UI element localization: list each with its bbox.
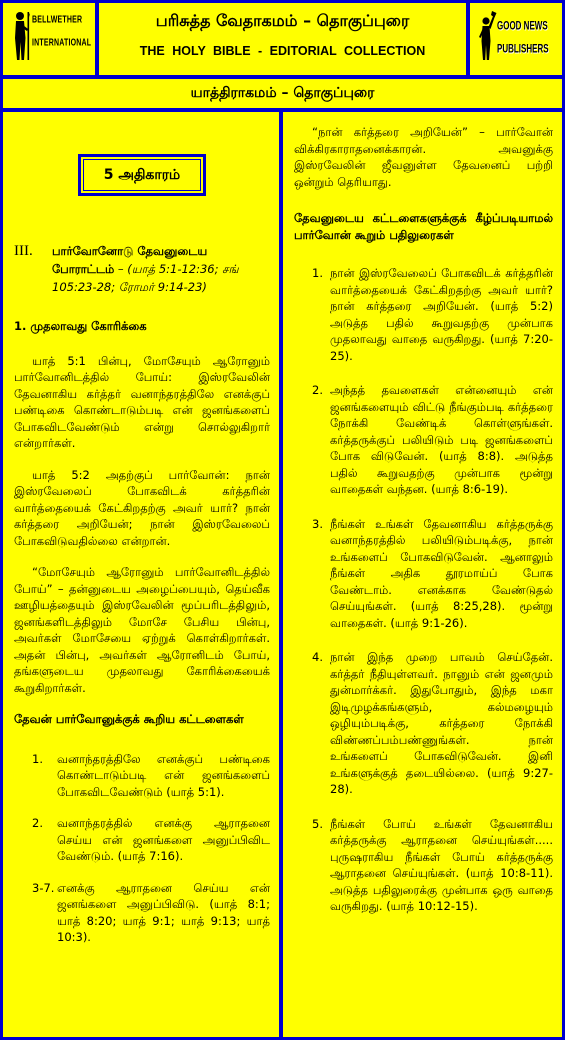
header-title-english: THE HOLY BIBLE - EDITORIAL COLLECTION bbox=[139, 44, 426, 58]
list-number: 2. bbox=[312, 383, 323, 397]
messenger-figure-icon bbox=[478, 10, 497, 62]
bellwether-logo-text bbox=[32, 15, 92, 49]
right-logo-line-1: GOOD NEWS bbox=[497, 19, 548, 33]
header-title-panel bbox=[96, 0, 469, 78]
left-logo-panel bbox=[0, 0, 98, 78]
paragraph-4: “நான் கர்த்தரை அறியேன்” – பார்வோன் விக்கிரகாராதனைக்காரன். அவனுக்கு இஸ்ரவேலின் ஜீவனுள்ள தேவனைப் பற்றி ஒன்றும் தெரியாது. bbox=[294, 125, 553, 189]
subheading: 1. முதலாவது கோரிக்கை bbox=[14, 319, 147, 333]
command-item bbox=[14, 880, 270, 946]
list-text: வனாந்தரத்திலே எனக்குப் பண்டிகை கொண்டாடும்படி என் ஜனங்களைப் போகவிடவேண்டும் (யாத் 5:1). bbox=[57, 751, 270, 799]
reply-item bbox=[294, 649, 553, 798]
reply-item bbox=[294, 265, 553, 364]
chapter-label: 5 அதிகாரம் bbox=[103, 167, 181, 183]
good-news-logo-text bbox=[497, 19, 549, 56]
commands-heading: தேவன் பார்வோனுக்குக் கூறிய கட்டளைகள் bbox=[14, 712, 244, 726]
book-title-bar bbox=[0, 76, 565, 111]
paragraph-3: “மோசேயும் ஆரோனும் பார்வோனிடத்தில் போய்” – தன்னுடைய அழைப்பையும், தெய்வீக ஊழியத்தையும் இஸ்ரவேலின் மூப்பரிடத்திலும், ஜனங்களிடத்திலும் மோசே பேசிய பின்பு, அவர்கள் மோசேயை ஏற்றுக் கொள்கிறார்கள். அதன் பின்பு, அவர்கள் ஆரோனிடம் போய், தங்களுடைய முதலாவது கோரிக்கையைக் கூறுகிறார்கள். bbox=[14, 565, 270, 695]
reply-item bbox=[294, 382, 553, 498]
list-text: நான் இஸ்ரவேலைப் போகவிடக் கர்த்தரின் வார்த்தையைக் கேட்கிறதற்கு அவர் யார்? நான் கர்த்தரை அறியேன். (யாத் 5:2) அடுத்த பதில் கூறுவதற்கு முன்பாக முதலாவது வாதை வருகிறது. (யாத் 7:20-25). bbox=[330, 266, 553, 363]
section-reference: – (யாத் 5:1-12:36; சங் 105:23-28; ரோமர் 9:14-23) bbox=[52, 262, 239, 294]
right-column bbox=[280, 109, 565, 1040]
chapter-label-box bbox=[78, 154, 206, 196]
reply-item bbox=[294, 516, 553, 632]
shepherd-figure-icon bbox=[12, 10, 31, 62]
replies-heading: தேவனுடைய கட்டளைகளுக்குக் கீழ்ப்படியாமல் பார்வோன் கூறும் பதிலுரைகள் bbox=[294, 211, 553, 242]
list-number: 4. bbox=[312, 650, 323, 664]
list-number: 3. bbox=[312, 516, 323, 531]
command-item bbox=[14, 751, 270, 801]
list-text: எனக்கு ஆராதனை செய்ய என் ஜனங்களை அனுப்பிவிடு. (யாத் 8:1; யாத் 8:20; யாத் 9:1; யாத் 9:13; யாத் 10:3). bbox=[57, 880, 270, 944]
right-logo-panel bbox=[467, 0, 565, 78]
list-text: வனாந்தரத்தில் எனக்கு ஆராதனை செய்ய என் ஜனங்களை அனுப்பிவிட வேண்டும். (யாத் 7:16). bbox=[57, 816, 270, 863]
list-text: நீங்கள் போய் உங்கள் தேவனாகிய கர்த்தருக்கு ஆராதனை செய்யுங்கள்..... புருஷராகிய நீங்கள் போய் கர்த்தருக்கு ஆராதனை செய்யுங்கள். (யாத் 10:8-11). அடுத்த பதிலுரைக்கு முன்பாக ஒரு வாதை வருகிறது. (யாத் 10:12-15). bbox=[330, 816, 553, 913]
list-text: அந்தத் தவளைகள் என்னையும் என் ஜனங்களையும் விட்டு நீங்கும்படி கர்த்தரை நோக்கி வேண்டிக் கொள்ளுங்கள். கர்த்தருக்குப் பலியிடும் படி ஜனங்களைப் போக விடுவேன். (யாத் 8:8). அடுத்த பதில் கூறுவதற்கு முன்பாக மூன்று வாதைகள் வந்தன. (யாத் 8:6-19). bbox=[330, 383, 553, 496]
book-title: யாத்திராகமம் – தொகுப்புரை bbox=[190, 85, 375, 101]
section-number: III. bbox=[14, 243, 33, 259]
section-heading bbox=[14, 242, 270, 296]
paragraph-1: யாத் 5:1 பின்பு, மோசேயும் ஆரோனும் பார்வோனிடத்தில் போய்: இஸ்ரவேலின் தேவனாகிய கர்த்தர் வனாந்தரத்திலே எனக்குப் பண்டிகை கொண்டாடும்படி என் ஜனங்களைப் போகவிடவேண்டும் என்று சொல்லுகிறார் என்றார்கள். bbox=[14, 353, 270, 450]
list-text: நீங்கள் உங்கள் தேவனாகிய கர்த்தருக்கு வனாந்தரத்தில் பலியிடும்படிக்கு, நான் உங்களைப் போகவிடுவேன். ஆனாலும் நீங்கள் அதிக தூரமாய்ப் போக வேண்டாம். எனக்காக வேண்டுதல் செய்யுங்கள். (யாத் 8:25,28). மூன்று வாதைகள். (யாத் 9:1-26). bbox=[330, 516, 553, 630]
left-column bbox=[0, 109, 282, 1040]
left-logo-line-2: INTERNATIONAL bbox=[32, 38, 92, 49]
list-number: 1. bbox=[312, 266, 323, 280]
left-logo-line-1: BELLWETHER bbox=[32, 15, 83, 26]
list-number: 5. bbox=[312, 816, 323, 831]
command-item bbox=[14, 815, 270, 865]
list-number: 3-7. bbox=[32, 880, 55, 895]
list-number: 1. bbox=[32, 751, 43, 766]
right-logo-line-2: PUBLISHERS bbox=[497, 42, 549, 56]
list-number: 2. bbox=[32, 816, 43, 830]
list-text: நான் இந்த முறை பாவம் செய்தேன். கர்த்தர் நீதியுள்ளவர். நானும் என் ஜனமும் துன்மார்க்கர். இதுபோதும், இந்த மகா இடிமுழக்கங்களும், கல்மழையும் ஒழியும்படிக்கு, கர்த்தரை நோக்கி விண்ணப்பம்பண்ணுங்கள். நான் உங்களைப் போகவிடுவேன். இனி உங்களுக்குத் தடையில்லை. (யாத் 9:27-28). bbox=[330, 650, 553, 796]
paragraph-2: யாத் 5:2 அதற்குப் பார்வோன்: நான் இஸ்ரவேலைப் போகவிடக் கர்த்தரின் வார்த்தையைக் கேட்கிறதற்கு அவர் யார்? நான் கர்த்தரை அறியேன்; நான் இஸ்ரவேலைப் போகவிடுவதில்லை என்றான். bbox=[14, 467, 270, 548]
reply-item bbox=[294, 816, 553, 915]
header-title-tamil: பரிசுத்த வேதாகமம் – தொகுப்புரை bbox=[155, 11, 410, 30]
section-title: பார்வோனோடு தேவனுடைய போராட்டம் bbox=[52, 244, 208, 276]
